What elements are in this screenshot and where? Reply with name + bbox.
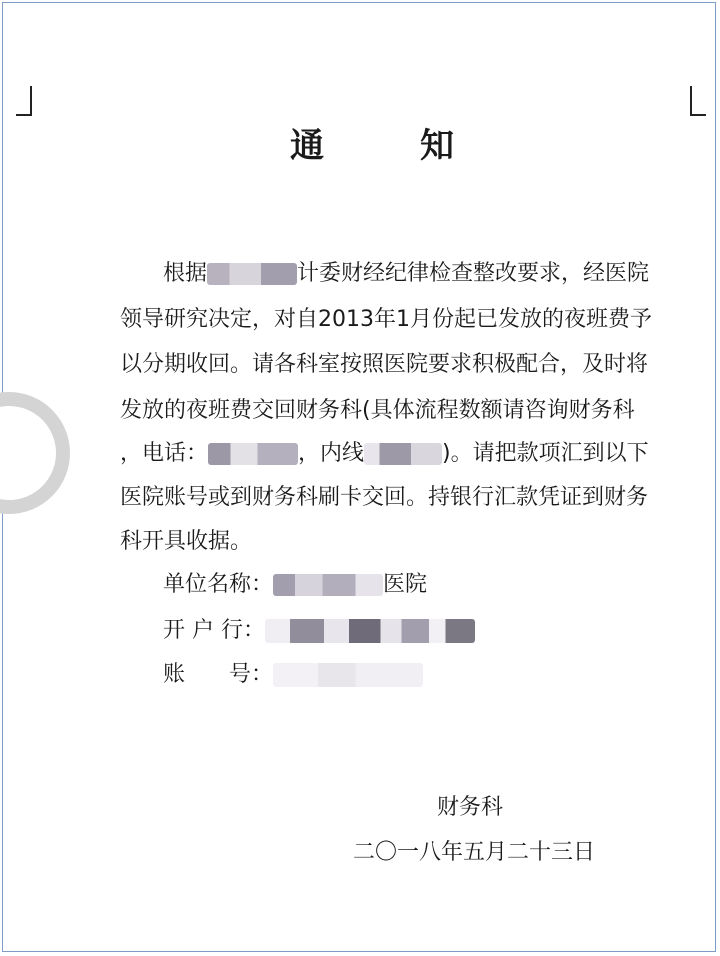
redacted-block: [208, 443, 298, 465]
signature-date: 二〇一八年五月二十三日: [353, 840, 596, 865]
bank-row: [163, 616, 475, 646]
body-line-1: [163, 259, 649, 289]
account-label: 账 号：: [163, 662, 274, 687]
body-line-4: 发放的夜班费交回财务科(具体流程数额请咨询财务科: [120, 398, 635, 423]
body-line-3: 以分期收回。请各科室按照医院要求积极配合，及时将: [120, 352, 649, 377]
redacted-block: [265, 619, 475, 643]
document-title: [290, 118, 454, 167]
account-row: [163, 660, 423, 690]
body-line-5: [120, 439, 649, 469]
body-text: ，内线: [298, 441, 365, 466]
signature-dept: 财务科: [437, 795, 504, 820]
body-text: 计委财经纪律检查整改要求，经医院: [297, 261, 650, 286]
redacted-block: [364, 443, 442, 465]
crop-mark-left: [16, 86, 32, 116]
redacted-block: [207, 263, 297, 285]
unit-name-suffix: 医院: [383, 572, 428, 597]
body-line-2: 领导研究决定，对自2013年1月份起已发放的夜班费予: [120, 307, 652, 332]
unit-name-row: [163, 570, 427, 600]
page-frame: [2, 2, 716, 952]
unit-name-label: 单位名称：: [163, 572, 274, 597]
body-text: )。请把款项汇到以下: [442, 441, 649, 466]
body-text: ，电话：: [120, 441, 209, 466]
redacted-block: [273, 574, 383, 596]
crop-mark-right: [690, 86, 706, 116]
title-char-2: 知: [420, 126, 454, 166]
redacted-block: [273, 663, 423, 687]
body-text: 根据: [163, 261, 208, 286]
bank-label: 开 户 行：: [163, 618, 265, 643]
title-char-1: 通: [290, 126, 324, 166]
body-line-7: 科开具收据。: [120, 529, 253, 554]
body-line-6: 医院账号或到财务科刷卡交回。持银行汇款凭证到财务: [120, 485, 649, 510]
